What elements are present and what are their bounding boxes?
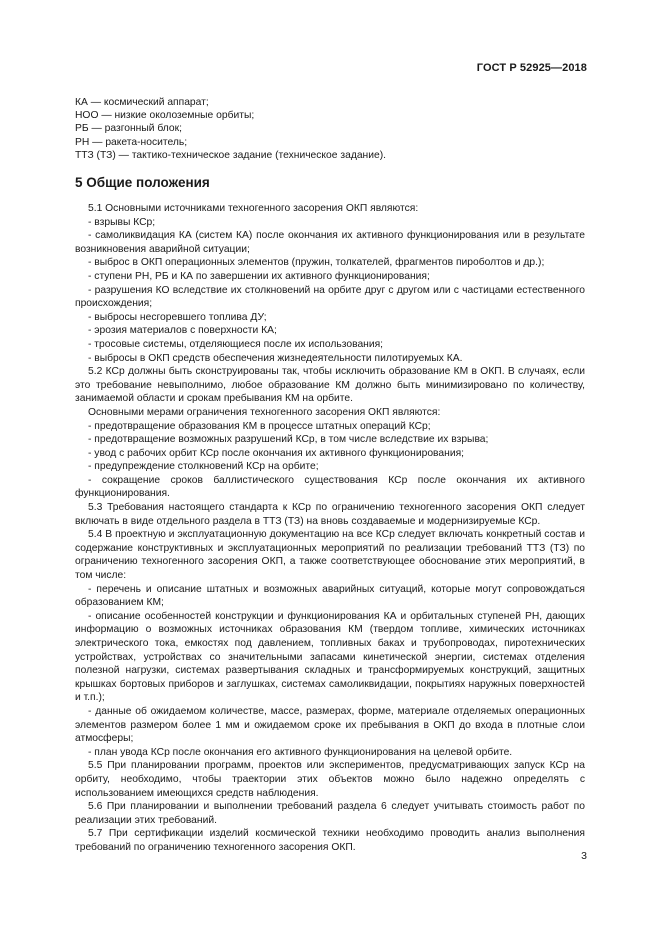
paragraph: - самоликвидация КА (систем КА) после окончания их активного функционирования или в результате возникновения аварийной ситуации; — [75, 230, 585, 255]
paragraph: - увод с рабочих орбит КСр после окончания их активного функционирования; — [88, 447, 465, 459]
paragraph: 5.6 При планировании и выполнении требований раздела 6 следует учитывать стоимость работ по реализации этих требований. — [75, 801, 585, 826]
paragraph: Основными мерами ограничения техногенного засорения ОКП являются: — [88, 406, 441, 418]
paragraph: - описание особенностей конструкции и функционирования КА и орбитальных ступеней РН, дающих информацию о возможных источниках образования КМ (твердом топливе, химических источниках электрического тока, емкостях под давлением, топливных баках и трубопроводах, пиротехнических устройствах, устройствах со значительными запасами кинетической энергии, системах отделения полезной нагрузки, системах развертывания складных и трансформируемых конструкций, защитных крышках бортовых приборов и заглушках, системах самоликвидации, покрытиях наружных поверхностей и т.п.); — [75, 610, 585, 704]
paragraph: - тросовые системы, отделяющиеся после их использования; — [88, 338, 384, 350]
paragraph: - выбросы несгоревшего топлива ДУ; — [88, 311, 267, 323]
abbreviation-item: ТТЗ (ТЗ) — тактико-техническое задание (техническое задание). — [75, 149, 387, 161]
paragraph: - разрушения КО вследствие их столкновений на орбите друг с другом или с частицами естественного происхождения; — [75, 284, 585, 310]
page-number: 3 — [581, 850, 587, 862]
paragraph: - выбросы в ОКП средств обеспечения жизнедеятельности пилотируемых КА. — [88, 352, 463, 364]
paragraph: - план увода КСр после окончания его активного функционирования на целевой орбите. — [88, 746, 513, 758]
paragraph: - предупреждение столкновений КСр на орбите; — [88, 461, 319, 473]
paragraph: - предотвращение образования КМ в процессе штатных операций КСр; — [88, 420, 431, 432]
paragraph: - перечень и описание штатных и возможных аварийных ситуаций, которые могут сопровождаться образованием КМ; — [75, 583, 585, 609]
paragraph: 5.1 Основными источниками техногенного засорения ОКП являются: — [88, 203, 419, 214]
paragraph: 5.5 При планировании программ, проектов или экспериментов, предусматривающих запуск КСр на орбиту, необходимо, чтобы траектории этих объектов можно было надежно определять с использованием имеющихся средств наблюдения. — [75, 760, 585, 799]
paragraph: - данные об ожидаемом количестве, массе, размерах, форме, материале отделяемых операционных элементов размером более 1 мм и ожидаемом сроке их пребывания в ОКП до входа в плотные слои атмосферы; — [75, 705, 585, 745]
paragraph: 5.4 В проектную и эксплуатационную документацию на все КСр следует включать конкретный состав и содержание конструктивных и эксплуатационных мероприятий по реализации требований ТТЗ (ТЗ) по ограничению техногенного засорения ОКП, а также соответствующее обоснование этих мероприятий, в том числе: — [75, 529, 585, 582]
abbreviations-list — [75, 96, 585, 162]
paragraph: - взрывы КСр; — [88, 216, 156, 228]
paragraph: - предотвращение возможных разрушений КСр, в том числе вследствие их взрыва; — [88, 434, 489, 446]
paragraph: 5.3 Требования настоящего стандарта к КСр по ограничению техногенного засорения ОКП следует включать в виде отдельного раздела в ТТЗ (ТЗ) на вновь создаваемые и модернизируемые КСр. — [75, 502, 585, 527]
abbreviation-item: НОО — низкие околоземные орбиты; — [75, 110, 255, 122]
document-header-id: ГОСТ Р 52925—2018 — [476, 62, 587, 74]
abbreviation-item: РН — ракета-носитель; — [75, 136, 188, 148]
paragraph: - ступени РН, РБ и КА по завершении их активного функционирования; — [88, 270, 430, 282]
paragraph: 5.2 КСр должны быть сконструированы так, чтобы исключить образование КМ в ОКП. В случаях, если это требование невыполнимо, любое образование КМ должно быть минимизировано по количеству, занимаемой области и срокам пребывания КМ на орбите. — [75, 366, 585, 405]
abbreviation-item: КА — космический аппарат; — [75, 97, 209, 108]
paragraph: - выброс в ОКП операционных элементов (пружин, толкателей, фрагментов пироболтов и др.); — [88, 257, 545, 269]
section-body — [75, 202, 585, 855]
section-title: 5 Общие положения — [75, 175, 210, 190]
paragraph: - эрозия материалов с поверхности КА; — [88, 325, 277, 337]
abbreviation-item: РБ — разгонный блок; — [75, 123, 182, 135]
paragraph: - сокращение сроков баллистического существования КСр после окончания их активного функционирования. — [75, 474, 585, 500]
paragraph: 5.7 При сертификации изделий космической техники необходимо проводить анализ выполнения требований по ограничению техногенного засорения ОКП. — [75, 828, 585, 853]
